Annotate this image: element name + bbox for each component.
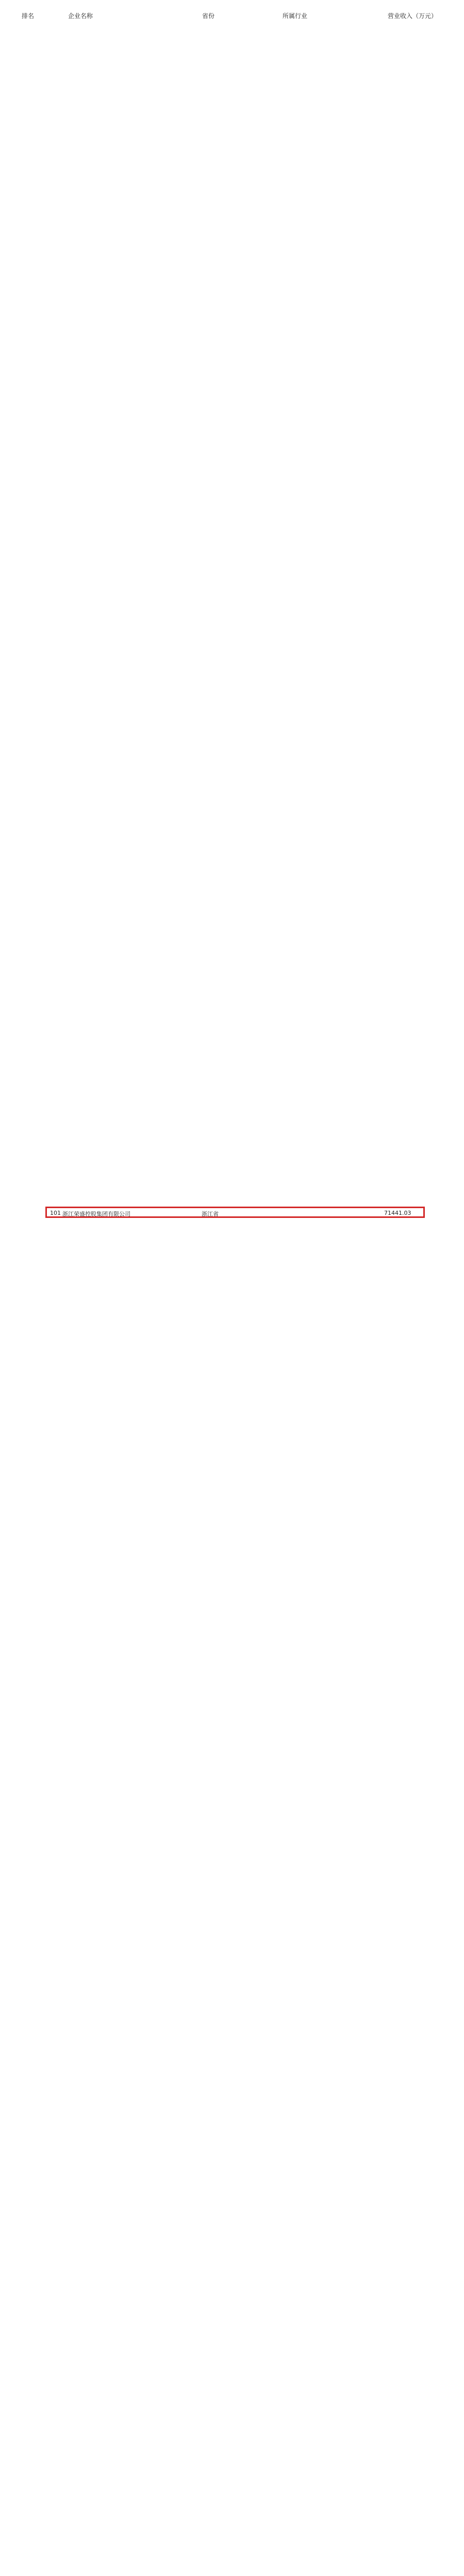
highlight-revenue: 71441.03	[384, 1210, 411, 1216]
header-industry: 所属行业	[283, 12, 308, 20]
header-name: 企业名称	[68, 12, 93, 20]
header-rank: 排名	[22, 12, 35, 20]
table-header	[0, 11, 464, 23]
header-revenue: 营业收入（万元）	[388, 12, 438, 20]
highlighted-row	[45, 1207, 425, 1218]
highlight-rank: 101	[50, 1210, 61, 1216]
header-province: 省份	[202, 12, 215, 20]
highlight-province: 浙江省	[202, 1211, 219, 1217]
highlight-name: 浙江荣盛控股集团有限公司	[62, 1211, 130, 1217]
